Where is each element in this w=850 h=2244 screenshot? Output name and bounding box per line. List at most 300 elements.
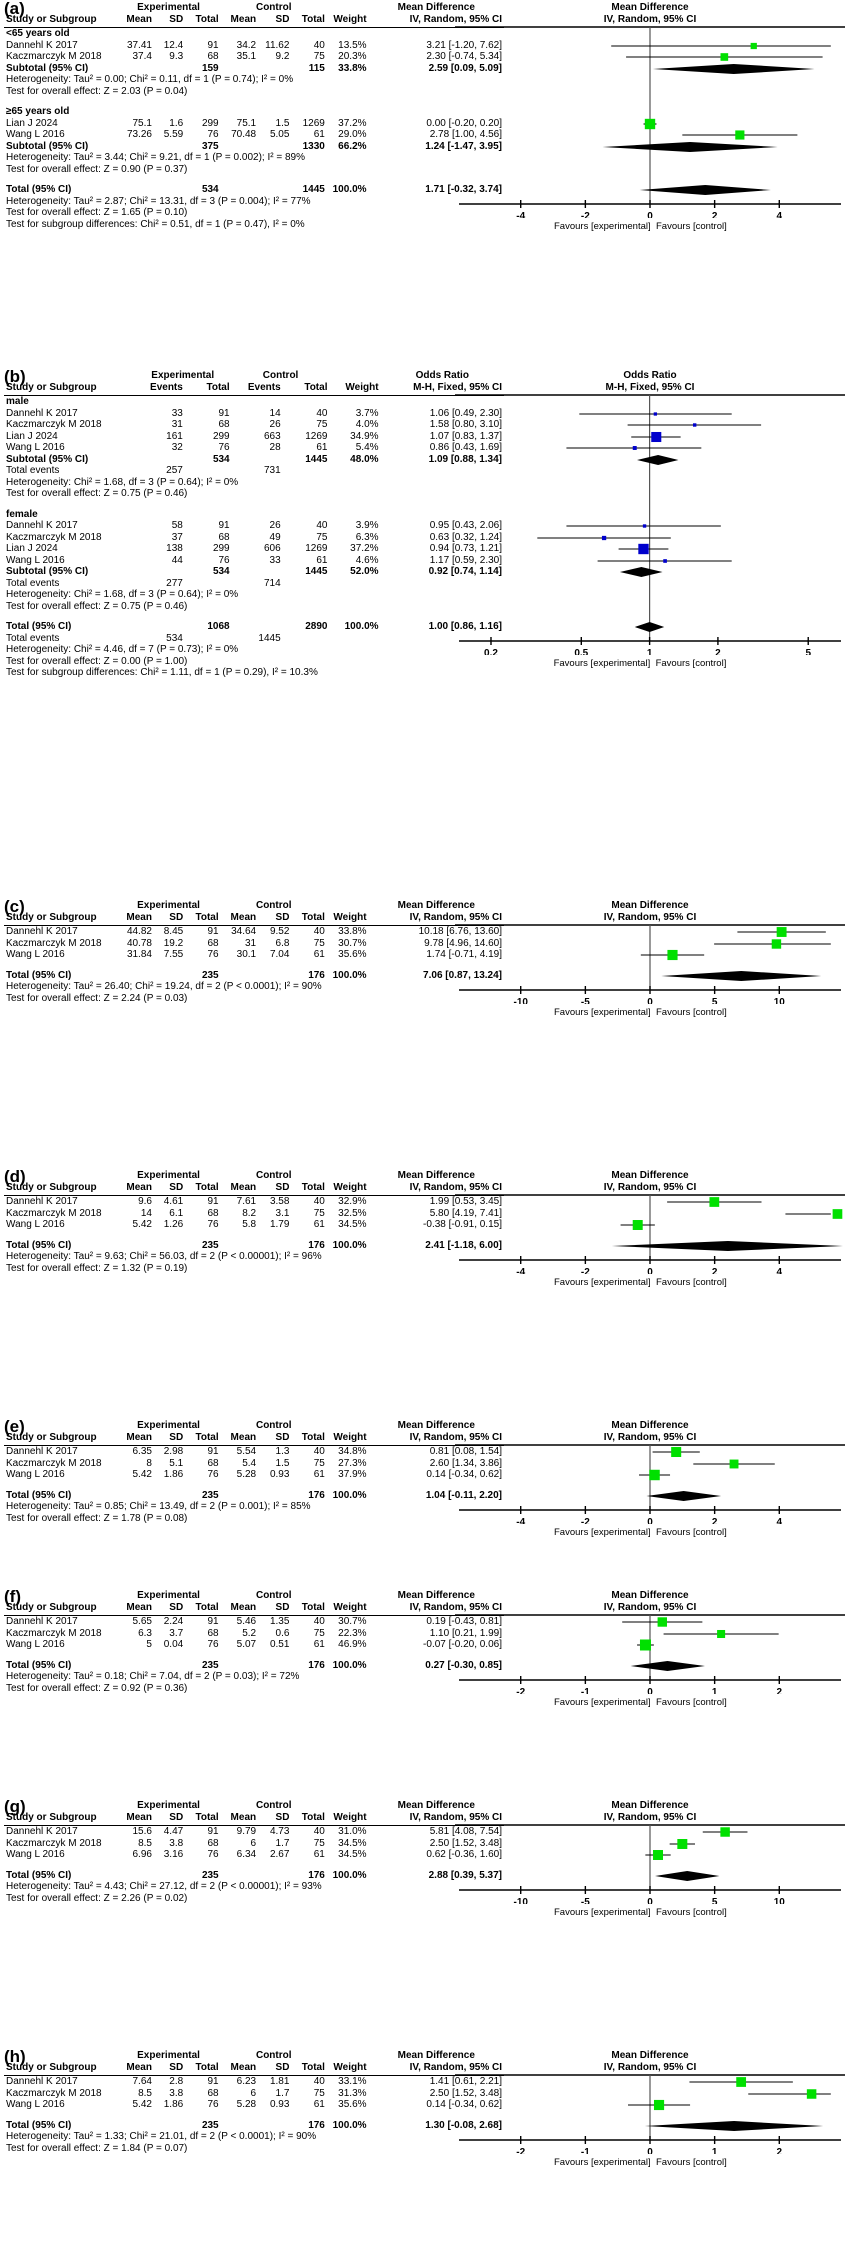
total-heterogeneity-row	[4, 1501, 504, 1513]
svg-text:-2: -2	[516, 1687, 526, 1694]
subtotal-weight: 100.0%	[332, 184, 367, 195]
col-header-6: Total	[301, 1601, 325, 1613]
forest-panel-a	[0, 0, 850, 230]
effect-measure-title: Mean Difference	[397, 2050, 475, 2061]
group-experimental: Experimental	[137, 2050, 200, 2061]
total-control: 40	[313, 39, 325, 51]
subtotal-label: Subtotal (95% CI)	[6, 62, 89, 74]
weight: 33.1%	[338, 2076, 367, 2087]
mean-control: 5.54	[236, 1446, 257, 1457]
sd-control: 1.3	[275, 1446, 290, 1457]
sd-experimental: 2.24	[163, 1616, 184, 1627]
effect-ci: 9.78 [4.96, 14.60]	[424, 937, 502, 949]
plot-effect-title: Mean Difference	[611, 2, 689, 13]
weight: 22.3%	[338, 1627, 367, 1639]
mean-control: 34.2	[236, 39, 257, 51]
heterogeneity-row	[4, 152, 504, 164]
study-name: Kaczmarczyk M 2018	[6, 1457, 102, 1469]
subtotal-total-control: 115	[308, 62, 325, 74]
subtotal-label: Subtotal (95% CI)	[6, 140, 89, 152]
svg-text:-10: -10	[513, 997, 528, 1004]
sd-experimental: 4.61	[163, 1196, 184, 1207]
col-header-8: IV, Random, 95% CI	[409, 911, 502, 923]
overall-effect: Test for overall effect: Z = 0.75 (P = 0.46)	[6, 488, 188, 499]
forest-panel-e	[0, 1417, 850, 1538]
subtotal-total-control: 1445	[305, 453, 328, 465]
sd-experimental: 7.55	[163, 949, 184, 960]
col-header-2: SD	[169, 1181, 184, 1193]
svg-text:0: 0	[647, 2147, 653, 2154]
overall-effect-row	[4, 164, 504, 176]
total-experimental: 68	[218, 531, 230, 543]
effect-ci: 0.00 [-0.20, 0.20]	[426, 117, 502, 129]
sd-experimental: 9.3	[169, 51, 184, 62]
total-row	[4, 621, 504, 633]
sd-control: 1.7	[275, 2087, 290, 2099]
svg-text:0: 0	[647, 1687, 653, 1694]
blank	[116, 1490, 153, 1502]
col-header-4: Mean	[230, 1181, 257, 1193]
study-name: Lian J 2024	[6, 430, 58, 442]
col-header-6: Total	[301, 2061, 325, 2073]
mean-experimental: 75.1	[132, 117, 152, 129]
forest-plot-graph-h	[455, 2048, 845, 2168]
col-header-5: SD	[275, 1431, 290, 1443]
weight: 34.8%	[338, 1446, 367, 1457]
weight: 32.5%	[338, 1207, 367, 1219]
mean-experimental: 5.42	[132, 1219, 152, 1230]
table-row	[4, 442, 504, 454]
total-control: 61	[316, 442, 328, 453]
effect-ci: 0.63 [0.32, 1.24]	[429, 531, 502, 543]
subtotal-effect-ci: 2.59 [0.09, 5.09]	[428, 62, 502, 74]
forest-panel-d	[0, 1167, 850, 1288]
mean-control: 35.1	[236, 51, 257, 62]
svg-text:1: 1	[646, 648, 653, 655]
study-name: Dannehl K 2017	[6, 1616, 78, 1627]
sd-control: 1.81	[269, 2076, 290, 2087]
heterogeneity-row	[4, 589, 504, 601]
total-overall-effect-row	[4, 1893, 504, 1905]
total-control: 61	[313, 949, 325, 960]
table-row	[4, 2099, 504, 2111]
subtotal-weight: 100.0%	[332, 2119, 367, 2131]
blank	[116, 1240, 153, 1252]
table-row	[4, 555, 504, 567]
total-control: 75	[316, 531, 328, 543]
mean-control: 6	[250, 2087, 257, 2099]
effect-ci: 10.18 [6.76, 13.60]	[418, 926, 502, 937]
subtotal-total-experimental: 235	[201, 969, 219, 981]
total-experimental: 76	[207, 2099, 219, 2110]
total-overall-effect: Test for overall effect: Z = 2.26 (P = 0.02)	[6, 1892, 188, 1904]
plot-model-label: IV, Random, 95% CI	[603, 1181, 697, 1193]
table-row	[4, 1446, 504, 1458]
blank	[221, 1870, 258, 1882]
effect-ci: 0.81 [0.08, 1.54]	[429, 1446, 502, 1457]
table-row	[4, 431, 504, 443]
plot-model-label: IV, Random, 95% CI	[603, 1811, 697, 1823]
total-heterogeneity: Heterogeneity: Tau² = 9.63; Chi² = 56.03, df = 2 (P < 0.00001); I² = 96%	[6, 1251, 322, 1262]
plot-model-label: IV, Random, 95% CI	[603, 911, 697, 923]
subtotal-row	[4, 141, 504, 153]
total-control: 75	[316, 419, 328, 430]
svg-text:-1: -1	[580, 2147, 590, 2154]
total-experimental: 76	[207, 129, 219, 140]
favours-experimental-label: Favours [experimental]	[553, 658, 651, 669]
svg-text:0: 0	[647, 997, 653, 1004]
sd-control: 4.73	[269, 1826, 290, 1837]
blank	[258, 63, 291, 75]
mean-control: 75.1	[236, 117, 257, 129]
col-header-4: Mean	[230, 1601, 257, 1613]
total-events-label: Total events	[6, 632, 60, 644]
forest-panel-g	[0, 1797, 850, 1918]
total-events-experimental: 257	[166, 465, 183, 476]
group-control: Control	[255, 1590, 292, 1601]
mean-experimental: 31.84	[126, 949, 152, 960]
subtotal-weight: 33.8%	[338, 62, 367, 74]
effect-ci: 2.60 [1.34, 3.86]	[429, 1457, 502, 1469]
subtotal-weight: 100.0%	[332, 1659, 367, 1671]
total-heterogeneity: Heterogeneity: Tau² = 1.33; Chi² = 21.01, df = 2 (P < 0.0001); I² = 90%	[6, 2131, 317, 2142]
effect-ci: 2.30 [-0.74, 5.34]	[426, 51, 502, 62]
total-experimental: 68	[207, 51, 219, 62]
mean-control: 6.23	[236, 2076, 257, 2087]
svg-text:-1: -1	[580, 1687, 590, 1694]
mean-experimental: 37.41	[126, 39, 152, 51]
total-control: 40	[313, 926, 325, 937]
effect-ci: 0.62 [-0.36, 1.60]	[426, 1849, 502, 1860]
col-header-3: Total	[195, 1601, 219, 1613]
weight: 46.9%	[338, 1639, 367, 1650]
total-control: 1269	[305, 430, 328, 442]
total-events-control: 731	[263, 465, 281, 476]
total-events-experimental: 277	[166, 577, 183, 589]
mean-experimental: 5.42	[132, 2099, 152, 2110]
svg-text:-2: -2	[580, 211, 590, 218]
col-header-5: SD	[275, 13, 290, 25]
favours-control-label: Favours [control]	[656, 2157, 727, 2168]
plot-model-label: IV, Random, 95% CI	[603, 13, 697, 25]
mean-experimental: 8.5	[138, 2087, 152, 2099]
total-experimental: 91	[207, 39, 219, 51]
total-events-control: 1445	[258, 632, 281, 644]
group-control: Control	[255, 900, 292, 911]
panel-label-a: (a)	[4, 0, 25, 18]
events-experimental: 138	[166, 543, 183, 554]
blank	[232, 566, 283, 578]
group-header-row	[4, 2050, 504, 2062]
col-header-3: Events	[247, 381, 281, 393]
blank	[283, 633, 330, 645]
total-overall-effect-row	[4, 1263, 504, 1275]
subtotal-label: Total (95% CI)	[6, 1869, 72, 1881]
group-control: Control	[262, 370, 299, 381]
group-header-row	[4, 1590, 504, 1602]
total-experimental: 299	[212, 543, 230, 554]
col-header-1: Mean	[126, 1431, 152, 1443]
subtotal-total-experimental: 235	[201, 1869, 219, 1881]
subtotal-weight: 52.0%	[350, 566, 379, 577]
weight: 34.5%	[338, 1219, 367, 1230]
total-control: 75	[313, 937, 325, 949]
sd-experimental: 3.8	[169, 2087, 184, 2099]
svg-text:-4: -4	[516, 1267, 526, 1274]
subgroup-title-row	[4, 28, 504, 40]
mean-control: 5.28	[236, 1469, 257, 1480]
subtotal-weight: 100.0%	[332, 1489, 367, 1501]
blank	[154, 1660, 185, 1672]
effect-ci: 1.41 [0.61, 2.21]	[429, 2076, 502, 2087]
forest-panel-h	[0, 2047, 850, 2168]
total-control: 61	[316, 554, 328, 566]
weight: 31.3%	[338, 2087, 367, 2099]
col-header-0: Study or Subgroup	[6, 13, 97, 25]
forest-plot-graph-f	[455, 1588, 845, 1708]
subtotal-total-control: 176	[308, 1489, 325, 1501]
weight: 34.5%	[338, 1837, 367, 1849]
mean-experimental: 9.6	[138, 1196, 152, 1207]
col-header-1: Mean	[126, 1811, 152, 1823]
mean-control: 8.2	[242, 1207, 257, 1219]
forest-plot-graph-g	[455, 1798, 845, 1918]
col-header-7: Weight	[333, 1431, 367, 1443]
group-header-row	[4, 1420, 504, 1432]
svg-text:2: 2	[711, 1267, 718, 1274]
effect-ci: 0.14 [-0.34, 0.62]	[426, 2099, 502, 2110]
group-control: Control	[255, 1170, 292, 1181]
subtotal-label: Total (95% CI)	[6, 1239, 72, 1251]
favours-control-label: Favours [control]	[656, 1527, 727, 1538]
total-control: 61	[313, 1849, 325, 1860]
study-name: Lian J 2024	[6, 543, 58, 554]
overall-effect: Test for overall effect: Z = 2.03 (P = 0.04)	[6, 85, 188, 97]
subgroup-differences-row	[4, 667, 504, 679]
overall-effect: Test for overall effect: Z = 0.75 (P = 0.46)	[6, 600, 188, 612]
favours-experimental-label: Favours [experimental]	[554, 1007, 651, 1018]
subtotal-effect-ci: 1.04 [-0.11, 2.20]	[425, 1489, 502, 1501]
col-header-0: Study or Subgroup	[6, 1811, 97, 1823]
blank	[258, 1870, 291, 1882]
svg-text:-4: -4	[516, 211, 526, 218]
favours-control-label: Favours [control]	[656, 1007, 727, 1018]
subtotal-effect-ci: 0.92 [0.74, 1.14]	[428, 566, 502, 577]
subtotal-label: Total (95% CI)	[6, 969, 72, 981]
blank	[116, 970, 153, 982]
table-row	[4, 1639, 504, 1651]
subtotal-total-experimental: 235	[201, 1239, 219, 1251]
mean-experimental: 5.65	[132, 1616, 152, 1627]
subgroup-title: <65 years old	[6, 28, 70, 39]
blank	[329, 633, 380, 645]
blank	[221, 2120, 258, 2132]
blank	[134, 566, 185, 578]
sd-experimental: 6.1	[169, 1207, 184, 1219]
col-header-2: SD	[169, 2061, 184, 2073]
weight: 37.2%	[338, 117, 367, 129]
study-name: Kaczmarczyk M 2018	[6, 531, 102, 543]
group-header-row	[4, 2, 504, 14]
study-name: Kaczmarczyk M 2018	[6, 1837, 102, 1849]
col-header-6: Total	[301, 1811, 325, 1823]
forest-panel-b	[0, 368, 850, 679]
total-row	[4, 2120, 504, 2132]
study-name: Dannehl K 2017	[6, 520, 78, 531]
subtotal-total-experimental: 375	[201, 140, 219, 152]
subtotal-weight: 100.0%	[332, 1869, 367, 1881]
subgroup-title-row	[4, 106, 504, 118]
total-overall-effect: Test for overall effect: Z = 2.24 (P = 0.03)	[6, 992, 188, 1004]
plot-effect-title: Mean Difference	[611, 1420, 689, 1431]
heterogeneity-row	[4, 74, 504, 86]
forest-table-g	[4, 1797, 504, 1904]
blank	[221, 1490, 258, 1502]
blank	[154, 184, 185, 196]
sd-control: 9.2	[275, 51, 290, 62]
table-row	[4, 118, 504, 130]
favours-control-label: Favours [control]	[656, 1907, 727, 1918]
overall-effect-row	[4, 488, 504, 500]
subtotal-row	[4, 566, 504, 578]
total-control: 75	[313, 51, 325, 62]
study-name: Wang L 2016	[6, 1219, 65, 1230]
total-events-experimental: 534	[166, 632, 183, 644]
study-name: Dannehl K 2017	[6, 2076, 78, 2087]
sd-control: 7.04	[269, 949, 290, 960]
mean-control: 5.2	[242, 1627, 257, 1639]
blank	[221, 1660, 258, 1672]
study-name: Kaczmarczyk M 2018	[6, 51, 102, 62]
sd-experimental: 1.6	[169, 117, 184, 129]
sd-control: 0.6	[275, 1627, 290, 1639]
group-experimental: Experimental	[137, 1170, 200, 1181]
table-row	[4, 949, 504, 961]
svg-text:4: 4	[776, 211, 783, 218]
heterogeneity: Heterogeneity: Chi² = 1.68, df = 3 (P = 0.64); I² = 0%	[6, 589, 239, 600]
blank	[116, 63, 153, 75]
forest-table-d	[4, 1167, 504, 1274]
total-control: 61	[313, 129, 325, 140]
col-header-4: Mean	[230, 1431, 257, 1443]
col-header-8: IV, Random, 95% CI	[409, 1601, 502, 1613]
subtotal-label: Total (95% CI)	[6, 2119, 72, 2131]
subtotal-total-control: 176	[308, 2119, 325, 2131]
plot-effect-title: Mean Difference	[611, 900, 689, 911]
weight: 31.0%	[338, 1826, 367, 1837]
col-header-7: Weight	[333, 911, 367, 923]
sd-experimental: 19.2	[163, 937, 184, 949]
study-name: Kaczmarczyk M 2018	[6, 1207, 102, 1219]
forest-plot-graph-d	[455, 1168, 845, 1288]
column-header-row	[4, 1812, 504, 1824]
total-events-label: Total events	[6, 465, 60, 476]
blank	[185, 465, 232, 477]
weight: 30.7%	[338, 937, 367, 949]
subtotal-effect-ci: 2.41 [-1.18, 6.00]	[425, 1239, 502, 1251]
col-header-2: SD	[169, 911, 184, 923]
group-experimental: Experimental	[137, 1590, 200, 1601]
total-heterogeneity: Heterogeneity: Tau² = 4.43; Chi² = 27.12, df = 2 (P < 0.00001); I² = 93%	[6, 1881, 322, 1892]
total-experimental: 91	[207, 1196, 219, 1207]
total-overall-effect: Test for overall effect: Z = 0.00 (P = 1.00)	[6, 655, 188, 667]
subtotal-total-control: 1445	[305, 566, 328, 577]
total-experimental: 299	[212, 430, 230, 442]
subtotal-weight: 100.0%	[332, 1239, 367, 1251]
mean-control: 5.28	[236, 2099, 257, 2110]
group-header-row	[4, 1800, 504, 1812]
weight: 34.9%	[350, 430, 379, 442]
blank	[221, 970, 258, 982]
column-header-row	[4, 1432, 504, 1444]
blank	[232, 621, 283, 633]
total-experimental: 68	[207, 1837, 219, 1849]
blank	[154, 1240, 185, 1252]
col-header-6: M-H, Fixed, 95% CI	[413, 381, 502, 393]
col-header-2: Total	[206, 381, 230, 393]
blank	[258, 2120, 291, 2132]
total-heterogeneity-row	[4, 1881, 504, 1893]
svg-text:4: 4	[776, 1267, 783, 1274]
col-header-1: Mean	[126, 13, 152, 25]
table-row	[4, 1196, 504, 1208]
forest-table-a	[4, 2, 504, 230]
sd-control: 9.52	[269, 926, 290, 937]
study-name: Dannehl K 2017	[6, 1826, 78, 1837]
subtotal-label: Total (95% CI)	[6, 621, 72, 632]
table-row	[4, 2088, 504, 2100]
favours-experimental-label: Favours [experimental]	[554, 2157, 651, 2168]
blank	[154, 2120, 185, 2132]
panel-label-d: (d)	[4, 1167, 26, 1186]
col-header-8: IV, Random, 95% CI	[409, 1431, 502, 1443]
svg-text:0: 0	[647, 1517, 653, 1524]
col-header-1: Events	[150, 381, 183, 393]
group-control: Control	[255, 1420, 292, 1431]
col-header-7: Weight	[333, 2061, 367, 2073]
blank	[221, 63, 258, 75]
col-header-3: Total	[195, 1181, 219, 1193]
col-header-6: Total	[301, 1431, 325, 1443]
mean-control: 6.34	[236, 1849, 257, 1860]
total-events-label: Total events	[6, 577, 60, 589]
events-experimental: 33	[171, 407, 183, 419]
col-header-6: Total	[301, 911, 325, 923]
plot-effect-title: Odds Ratio	[623, 370, 677, 381]
mean-control: 30.1	[236, 949, 257, 960]
subtotal-effect-ci: 1.00 [0.86, 1.16]	[428, 621, 502, 632]
total-heterogeneity-row	[4, 1671, 504, 1683]
events-control: 28	[269, 442, 281, 453]
total-experimental: 76	[207, 1849, 219, 1860]
weight: 20.3%	[338, 51, 367, 62]
sd-control: 2.67	[269, 1849, 290, 1860]
panel-label-f: (f)	[4, 1587, 21, 1606]
col-header-7: Weight	[333, 1181, 367, 1193]
col-header-1: Mean	[126, 1181, 152, 1193]
col-header-3: Total	[195, 13, 219, 25]
col-header-8: IV, Random, 95% CI	[409, 2061, 502, 2073]
mean-experimental: 6.3	[138, 1627, 152, 1639]
subtotal-total-control: 1445	[302, 184, 325, 195]
subtotal-total-experimental: 235	[201, 1659, 219, 1671]
col-header-0: Study or Subgroup	[6, 1431, 97, 1443]
col-header-4: Mean	[230, 2061, 257, 2073]
favours-control-label: Favours [control]	[656, 1277, 727, 1288]
subgroup-differences: Test for subgroup differences: Chi² = 0.51, df = 1 (P = 0.47), I² = 0%	[6, 218, 305, 230]
sd-experimental: 0.04	[163, 1639, 184, 1650]
effect-ci: 1.74 [-0.71, 4.19]	[426, 949, 502, 960]
